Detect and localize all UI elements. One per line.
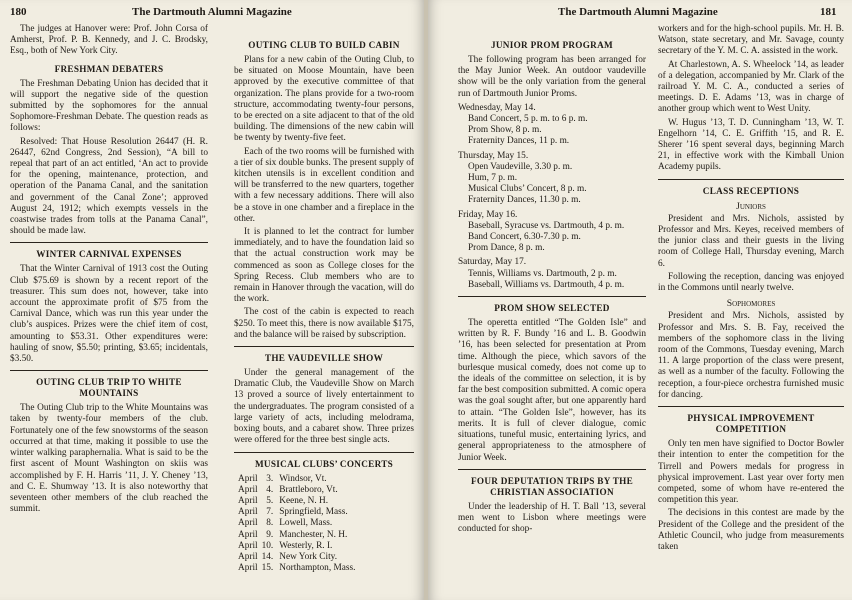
divider <box>658 406 844 407</box>
prom-schedule <box>458 103 646 291</box>
left-page <box>0 0 424 600</box>
table-row <box>238 485 359 496</box>
concert-place: Brattleboro, Vt. <box>279 484 338 495</box>
vaudeville-paragraph: Under the general management of the Dramatic Club, the Vaudeville Show on March 13 proved a source of lively entertainment to the undergraduates. The program consisted of a large variety of acts, including melodrama, boxing bouts, and a cabaret show. Three prizes were offered for the three best single acts. <box>234 368 414 446</box>
resolution-paragraph: Resolved: That House Resolution 26447 (H. R. 26447, 62nd Congress, 2nd Session), “A bill to repeal that part of an act entitled, ‘An act to provide for the opening, maintenance, protection, and operation of the Panama Canal, and the sanitation and government of the Canal Zone’; approved August 24, 1912; which exempts vessels in the coastwise trades from tolls at the Panama Canal”, should be made law. <box>10 136 208 237</box>
table-row <box>238 552 359 563</box>
juniors-paragraph: President and Mrs. Nichols, assisted by Professor and Mrs. Keyes, received members of the junior class and their guests in the living room of College Hall, Thursday evening, March 6. <box>658 213 844 269</box>
trip-paragraph: The Outing Club trip to the White Mountains was taken by twenty-four members of the club. Fortunately one of the few snowstorms of the season occurred at that time, making it possible to use the winter walking paraphernalia. What is said to be the first ascent of Mount Washington on skiis was accomplished by F. H. Harris ’11, J. Y. Cheney ’13, and C. E. Shumway ’13. It is also noteworthy that seventeen other members of the club reached the summit. <box>10 403 208 515</box>
schedule-day: Wednesday, May 14. <box>458 102 536 113</box>
deputation-paragraph: Under the leadership of H. T. Ball ’13, several men went to Lisbon where meetings were conducted for shop- <box>458 501 646 535</box>
concert-place: Keene, N. H. <box>279 495 329 506</box>
physical-paragraph: Only ten men have signified to Doctor Bowler their intention to enter the competition for the Tirrell and Powers medals for progress in physical improvement. Last year over forty men competed, some of whom have re-entered the competition this year. <box>658 439 844 506</box>
juniors-paragraph: Following the reception, dancing was enjoyed in the Commons until nearly twelve. <box>658 271 844 294</box>
schedule-event: Tennis, Williams vs. Dartmouth, 2 p. m. <box>468 268 617 279</box>
divider <box>458 296 646 297</box>
class-receptions-heading: CLASS RECEPTIONS <box>702 185 800 196</box>
schedule-day: Friday, May 16. <box>458 209 518 220</box>
concert-month: April <box>238 473 258 484</box>
physical-improvement-heading: PHYSICAL IMPROVEMENT COMPETITION <box>687 413 815 435</box>
page-number: 181 <box>820 6 837 18</box>
running-head: The Dartmouth Alumni Magazine <box>132 6 292 18</box>
table-row <box>238 541 359 552</box>
schedule-event: Musical Clubs’ Concert, 8 p. m. <box>468 184 587 195</box>
concert-month: April <box>238 507 258 518</box>
right-column-1 <box>458 40 646 537</box>
outing-trip-heading: OUTING CLUB TRIP TO WHITE MOUNTAINS <box>36 377 182 399</box>
kimball-paragraph: W. Hugus ’13, T. D. Cunningham ’13, W. T. Engelhorn ’14, C. E. Griffith ’15, and R. E. Sherer ’16 spent several days, beginning March 21, in effective work with the Kimball Union Academy pupils. <box>658 117 844 173</box>
schedule-event: Baseball, Syracuse vs. Dartmouth, 4 p. m. <box>468 220 625 231</box>
table-row <box>238 507 359 518</box>
left-column-1 <box>10 24 208 517</box>
schedule-event: Prom Dance, 8 p. m. <box>468 243 545 254</box>
table-row <box>238 530 359 541</box>
concerts-table <box>238 474 359 575</box>
schedule-event: Fraternity Dances, 11.30 p. m. <box>468 195 581 206</box>
divider <box>10 370 208 371</box>
concert-month: April <box>238 518 258 529</box>
cabin-paragraph: It is planned to let the contract for lumber immediately, and to have the foundation laid so that the actual construction work may be commenced as soon as College closes for the Spring Recess. Club members who are to remain in Hanover through the vacation, will do the work. <box>234 227 414 305</box>
divider <box>658 179 844 180</box>
schedule-event: Band Concert, 6.30-7.30 p. m. <box>468 232 581 243</box>
concert-day: 9. <box>266 529 274 540</box>
concert-place: Northampton, Mass. <box>279 563 356 574</box>
debaters-paragraph: The Freshman Debating Union has decided that it will support the negative side of the question submitted by the sophomores for the annual Sophomore-Freshman Debate. The question reads as follows: <box>10 78 208 134</box>
cabin-paragraph: Each of the two rooms will be furnished with a tier of six double bunks. The present supply of kitchen utensils is in excellent condition and will be transferred to the new quarters, together with a few necessary additions. There will also be a stove in one chamber and a fireplace in the other. <box>234 146 414 224</box>
concert-place: Springfield, Mass. <box>279 507 348 518</box>
divider <box>458 469 646 470</box>
schedule-event: Fraternity Dances, 11 p. m. <box>468 136 570 147</box>
schedule-day: Thursday, May 15. <box>458 150 529 161</box>
winter-carnival-heading: WINTER CARNIVAL EXPENSES <box>36 249 182 260</box>
table-row <box>238 563 359 574</box>
charlestown-paragraph: At Charlestown, A. S. Wheelock ’14, as leader of a delegation, accompanied by Mr. Clark of the railroad Y. M. C. A., conducted a series of meetings. D. E. Adams ’13, was in charge of another group which went to West Unity. <box>658 59 844 115</box>
divider <box>10 242 208 243</box>
physical-paragraph: The decisions in this contest are made by the President of the College and the president of the Athletic Council, who judge from measurements taken <box>658 508 844 552</box>
table-row <box>238 518 359 529</box>
prom-paragraph: The following program has been arranged for the May Junior Week. An outdoor vaudeville show will be the only variation from the general run of Dartmouth Junior Proms. <box>458 55 646 99</box>
concert-day: 8. <box>266 518 274 529</box>
concert-month: April <box>238 551 258 562</box>
schedule-event: Band Concert, 5 p. m. to 6 p. m. <box>468 114 588 125</box>
right-page <box>428 0 852 600</box>
concert-day: 10. <box>261 540 274 551</box>
concert-place: Windsor, Vt. <box>279 473 327 484</box>
concert-day: 15. <box>261 563 274 574</box>
concert-day: 7. <box>266 507 274 518</box>
concert-place: Lowell, Mass. <box>279 518 333 529</box>
prom-program-heading: JUNIOR PROM PROGRAM <box>490 40 614 50</box>
cabin-paragraph: Plans for a new cabin of the Outing Club, to be situated on Moose Mountain, have been approved by the executive committee of that organization. The plans provide for a two-room structure, accommodating twenty-four persons, to be erected on a site adjacent to that of the old building. The dimensions of the new cabin will be twenty by twenty-five feet. <box>234 55 414 144</box>
concert-place: Westerly, R. I. <box>279 540 333 551</box>
running-head: The Dartmouth Alumni Magazine <box>558 6 718 18</box>
divider <box>234 452 414 453</box>
page-number: 180 <box>10 6 27 18</box>
concert-month: April <box>238 484 258 495</box>
schedule-event: Prom Show, 8 p. m. <box>468 125 542 136</box>
table-row <box>238 474 359 485</box>
schedule-event: Baseball, Williams vs. Dartmouth, 4 p. m. <box>468 279 625 290</box>
left-column-2 <box>234 40 414 574</box>
concerts-heading: MUSICAL CLUBS’ CONCERTS <box>254 458 394 469</box>
sophomores-subheading: Sophomores <box>726 298 776 310</box>
schedule-event: Open Vaudeville, 3.30 p. m. <box>468 161 573 172</box>
juniors-subheading: Juniors <box>736 200 766 212</box>
cabin-heading: OUTING CLUB TO BUILD CABIN <box>248 40 400 50</box>
concert-month: April <box>238 563 258 574</box>
prom-show-paragraph: The operetta entitled “The Golden Isle” and written by R. F. Bundy ’16 and L. B. Goodwin ’16, has been selected for presentation at Prom time. Although the piece, which savors of the burlesque musical comedy, does not come up to the ideals of the committee on selection, it is by far the best composition submitted. A comic opera was the goal sought after, but one apparently hard to attain. “The Golden Isle”, however, has its merits. It is full of clever dialogue, comic situations, tuneful music, entertaining lyrics, and general appropriateness to the atmosphere of Junior Week. <box>458 318 646 463</box>
schedule-day: Saturday, May 17. <box>458 257 527 268</box>
concert-place: Manchester, N. H. <box>279 529 348 540</box>
concert-day: 4. <box>266 484 274 495</box>
concert-month: April <box>238 540 258 551</box>
vaudeville-heading: THE VAUDEVILLE SHOW <box>264 353 384 364</box>
cabin-paragraph: The cost of the cabin is expected to reach $250. To meet this, there is now available $175, and the balance will be raised by subscription. <box>234 307 414 340</box>
deputation-continued-paragraph: workers and for the high-school pupils. Mr. H. B. Watson, state secretary, and Mr. Savage, county secretary of the Y. M. C. A. assisted in the work. <box>658 24 844 57</box>
concert-day: 5. <box>266 495 274 506</box>
concert-day: 14. <box>261 551 274 562</box>
schedule-event: Hum, 7 p. m. <box>468 173 518 184</box>
concert-month: April <box>238 495 258 506</box>
concert-month: April <box>238 529 258 540</box>
freshman-debaters-heading: FRESHMAN DEBATERS <box>54 63 164 74</box>
prom-show-heading: PROM SHOW SELECTED <box>494 303 610 314</box>
sophomores-paragraph: President and Mrs. Nichols, assisted by Professor and Mrs. S. B. Fay, received the members of the sophomore class in the living room of the Commons, Tuesday evening, March 11. A large proportion of the class were present, as well as a number of the faculty. Following the reception, a four-piece orchestra furnished music for dancing. <box>658 311 844 400</box>
right-column-2 <box>658 24 844 555</box>
table-row <box>238 496 359 507</box>
divider <box>234 346 414 347</box>
concert-place: New York City. <box>279 551 338 562</box>
concert-day: 3. <box>266 473 274 484</box>
judges-paragraph: The judges at Hanover were: Prof. John Corsa of Amherst, Prof. P. B. Kennedy, and J. C. Brodsky, Esq., both of New York City. <box>10 24 208 57</box>
carnival-paragraph: That the Winter Carnival of 1913 cost the Outing Club $75.69 is shown by a recent report of the treasurer. This sum does not, however, take into account the approximate profit of $75 from the Carnival Dance, which was run this year under the club’s auspices. Prizes were the chief item of cost, amounting to $53.31. Other expenditures were: hauling of snow, $5.50; printing, $3.65; incidentals, $3.50. <box>10 264 208 365</box>
deputation-heading: FOUR DEPUTATION TRIPS BY THE CHRISTIAN ASSOCIATION <box>470 475 634 497</box>
